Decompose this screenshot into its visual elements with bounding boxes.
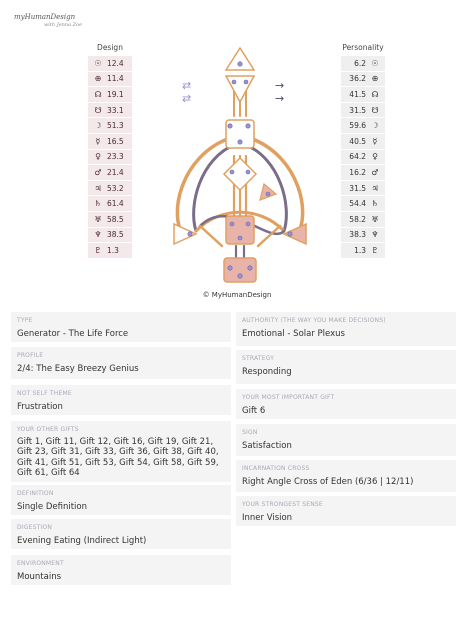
personality-planet-row	[341, 118, 385, 133]
personality-gate-value: 54.4	[349, 199, 366, 209]
design-heading: Design	[97, 43, 123, 52]
personality-gate-value: 36.2	[349, 74, 366, 84]
south-node-icon: ☋	[371, 105, 379, 115]
bodygraph	[160, 46, 320, 286]
card-value: Right Angle Cross of Eden (6/36 | 12/11)	[242, 476, 414, 487]
environment-card	[11, 555, 231, 585]
g-center	[224, 158, 256, 190]
design-planet-row	[88, 87, 132, 102]
saturn-icon: ♄	[94, 199, 102, 209]
design-gate-value: 23.3	[107, 152, 124, 162]
neptune-icon: ♆	[371, 230, 379, 240]
design-planet-row	[88, 212, 132, 227]
card-value: Satisfaction	[242, 440, 292, 451]
personality-gate-value: 1.3	[354, 245, 366, 255]
most-important-gift-card	[236, 389, 456, 419]
design-gate-value: 1.3	[107, 245, 119, 255]
card-label: TYPE	[17, 317, 33, 324]
card-value: Mountains	[17, 571, 62, 582]
personality-planet-row	[341, 228, 385, 243]
personality-planet-row	[341, 150, 385, 165]
card-label: YOUR OTHER GIFTS	[17, 426, 79, 433]
personality-gate-value: 6.2	[354, 58, 366, 68]
mars-icon: ♂	[94, 167, 102, 177]
mars-icon: ♂	[371, 167, 379, 177]
card-value: Frustration	[17, 401, 63, 412]
personality-planet-row	[341, 56, 385, 71]
digestion-card	[11, 519, 231, 549]
design-planet-row	[88, 165, 132, 180]
pluto-icon: ♇	[371, 245, 379, 255]
design-gate-value: 16.5	[107, 136, 124, 146]
personality-gate-value: 58.2	[349, 214, 366, 224]
personality-planet-row	[341, 72, 385, 87]
not-self-theme-card	[11, 385, 231, 415]
sun-icon: ☉	[94, 58, 102, 68]
north-node-icon: ☊	[94, 89, 102, 99]
personality-bottom-arrow-icon: →	[275, 92, 285, 105]
design-planet-row	[88, 118, 132, 133]
card-label: DEFINITION	[17, 490, 54, 497]
definition-card	[11, 485, 231, 515]
strategy-card	[236, 350, 456, 384]
design-top-arrow-icon: ⇄	[182, 79, 192, 92]
design-planet-row	[88, 150, 132, 165]
moon-icon: ☽	[371, 121, 379, 131]
venus-icon: ♀	[372, 152, 378, 162]
design-gate-value: 33.1	[107, 105, 124, 115]
card-label: NOT SELF THEME	[17, 390, 72, 397]
personality-planet-row	[341, 134, 385, 149]
card-value: Gift 1, Gift 11, Gift 12, Gift 16, Gift 19, Gift 21, Gift 23, Gift 31, Gift 33, Gift 36, Gift 38, Gift 40, Gift 41, Gift 51, Gift 53, Gift 54, Gift 58, Gift 59, Gift 61, Gift 64	[17, 436, 219, 478]
card-value: Single Definition	[17, 501, 87, 512]
copyright: © MyHumanDesign	[202, 291, 272, 299]
personality-planet-row	[341, 87, 385, 102]
ajna-center	[226, 76, 254, 102]
design-planet-row	[88, 103, 132, 118]
card-label: AUTHORITY (THE WAY YOU MAKE DECISIONS)	[242, 317, 386, 324]
personality-heading: Personality	[342, 43, 384, 52]
sun-icon: ☉	[371, 58, 379, 68]
design-planet-row	[88, 134, 132, 149]
design-planet-row	[88, 243, 132, 258]
logo	[14, 14, 82, 28]
strongest-sense-card	[236, 496, 456, 526]
design-gate-value: 11.4	[107, 74, 124, 84]
card-label: STRATEGY	[242, 355, 275, 362]
personality-planet-row	[341, 165, 385, 180]
personality-planets	[341, 56, 385, 259]
logo-tagline: with Jenna Zoe	[44, 22, 83, 28]
authority-card	[236, 312, 456, 346]
solar-plexus-center	[284, 224, 306, 244]
card-label: YOUR MOST IMPORTANT GIFT	[242, 394, 335, 401]
personality-gate-value: 40.5	[349, 136, 366, 146]
personality-planet-row	[341, 243, 385, 258]
south-node-icon: ☋	[94, 105, 102, 115]
mercury-icon: ☿	[95, 136, 101, 146]
design-planet-row	[88, 56, 132, 71]
design-gate-value: 53.2	[107, 183, 124, 193]
design-gate-value: 21.4	[107, 167, 124, 177]
card-value: Emotional - Solar Plexus	[242, 328, 345, 339]
personality-gate-value: 59.6	[349, 121, 366, 131]
card-label: PROFILE	[17, 352, 44, 359]
design-gate-value: 38.5	[107, 230, 124, 240]
mercury-icon: ☿	[372, 136, 378, 146]
design-gate-value: 58.5	[107, 214, 124, 224]
personality-gate-value: 41.5	[349, 89, 366, 99]
design-gate-value: 12.4	[107, 58, 124, 68]
card-value: Gift 6	[242, 405, 266, 416]
personality-planet-row	[341, 181, 385, 196]
north-node-icon: ☊	[371, 89, 379, 99]
card-value: Inner Vision	[242, 512, 293, 523]
head-center	[226, 48, 254, 70]
earth-icon: ⊕	[371, 74, 379, 84]
personality-gate-value: 64.2	[349, 152, 366, 162]
personality-gate-value: 31.5	[349, 105, 366, 115]
design-planet-row	[88, 196, 132, 211]
saturn-icon: ♄	[371, 199, 379, 209]
moon-icon: ☽	[94, 121, 102, 131]
personality-planet-row	[341, 196, 385, 211]
uranus-icon: ♅	[94, 214, 102, 224]
design-gate-value: 61.4	[107, 199, 124, 209]
card-value: Responding	[242, 366, 292, 377]
personality-gate-value: 31.5	[349, 183, 366, 193]
uranus-icon: ♅	[371, 214, 379, 224]
design-planet-row	[88, 72, 132, 87]
card-label: YOUR STRONGEST SENSE	[242, 501, 323, 508]
design-gate-value: 51.3	[107, 121, 124, 131]
sign-card	[236, 424, 456, 456]
jupiter-icon: ♃	[371, 183, 379, 193]
personality-gate-value: 38.3	[349, 230, 366, 240]
card-label: DIGESTION	[17, 524, 53, 531]
incarnation-cross-card	[236, 460, 456, 492]
jupiter-icon: ♃	[94, 183, 102, 193]
profile-card	[11, 347, 231, 379]
design-planet-row	[88, 228, 132, 243]
type-card	[11, 312, 231, 342]
pluto-icon: ♇	[94, 245, 102, 255]
personality-planet-row	[341, 103, 385, 118]
venus-icon: ♀	[95, 152, 101, 162]
design-planets	[88, 56, 132, 259]
personality-planet-row	[341, 212, 385, 227]
design-planet-row	[88, 181, 132, 196]
spleen-center	[174, 224, 196, 244]
card-label: INCARNATION CROSS	[242, 465, 310, 472]
neptune-icon: ♆	[94, 230, 102, 240]
card-label: ENVIRONMENT	[17, 560, 64, 567]
design-gate-value: 19.1	[107, 89, 124, 99]
personality-gate-value: 16.2	[349, 167, 366, 177]
other-gifts-card	[11, 421, 231, 482]
card-value: 2/4: The Easy Breezy Genius	[17, 363, 139, 374]
earth-icon: ⊕	[94, 74, 102, 84]
card-value: Evening Eating (Indirect Light)	[17, 535, 147, 546]
logo-wordmark: myHumanDesign	[14, 13, 76, 21]
card-value: Generator - The Life Force	[17, 328, 129, 339]
personality-top-arrow-icon: →	[275, 79, 285, 92]
card-label: SIGN	[242, 429, 258, 436]
design-bottom-arrow-icon: ⇄	[182, 92, 192, 105]
